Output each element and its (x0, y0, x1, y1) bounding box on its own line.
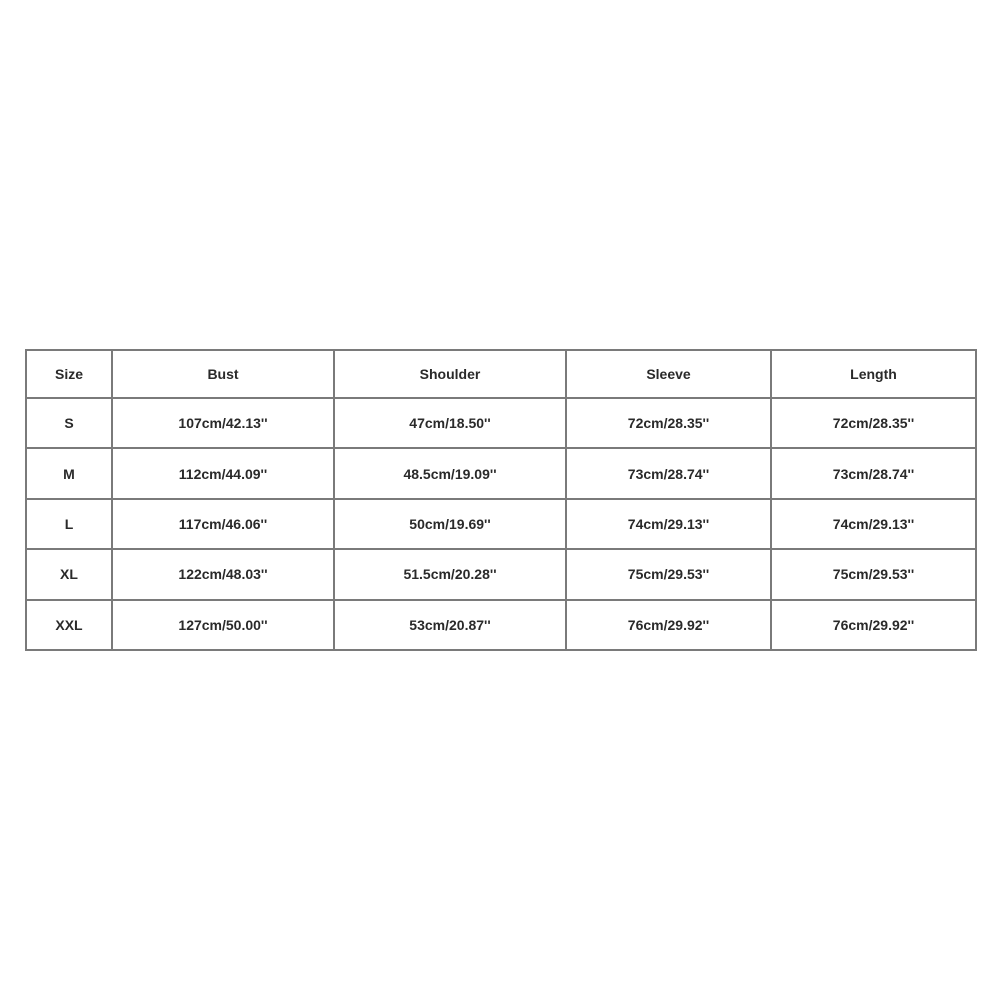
cell-length: 72cm/28.35'' (771, 398, 976, 448)
header-length: Length (771, 350, 976, 398)
cell-size: XL (26, 549, 112, 599)
header-row (26, 350, 976, 398)
cell-length: 76cm/29.92'' (771, 600, 976, 650)
cell-sleeve: 76cm/29.92'' (566, 600, 771, 650)
cell-shoulder: 51.5cm/20.28'' (334, 549, 566, 599)
table-row (26, 398, 976, 448)
cell-sleeve: 75cm/29.53'' (566, 549, 771, 599)
cell-shoulder: 47cm/18.50'' (334, 398, 566, 448)
cell-sleeve: 73cm/28.74'' (566, 448, 771, 498)
cell-length: 74cm/29.13'' (771, 499, 976, 549)
table-row (26, 549, 976, 599)
cell-length: 75cm/29.53'' (771, 549, 976, 599)
size-chart-table (25, 349, 977, 651)
cell-bust: 122cm/48.03'' (112, 549, 334, 599)
cell-bust: 107cm/42.13'' (112, 398, 334, 448)
cell-bust: 127cm/50.00'' (112, 600, 334, 650)
cell-shoulder: 48.5cm/19.09'' (334, 448, 566, 498)
cell-size: XXL (26, 600, 112, 650)
header-sleeve: Sleeve (566, 350, 771, 398)
cell-sleeve: 74cm/29.13'' (566, 499, 771, 549)
table-row (26, 600, 976, 650)
header-bust: Bust (112, 350, 334, 398)
cell-sleeve: 72cm/28.35'' (566, 398, 771, 448)
cell-shoulder: 50cm/19.69'' (334, 499, 566, 549)
header-shoulder: Shoulder (334, 350, 566, 398)
cell-size: M (26, 448, 112, 498)
cell-bust: 112cm/44.09'' (112, 448, 334, 498)
table-row (26, 448, 976, 498)
cell-bust: 117cm/46.06'' (112, 499, 334, 549)
cell-size: S (26, 398, 112, 448)
table-row (26, 499, 976, 549)
header-size: Size (26, 350, 112, 398)
cell-size: L (26, 499, 112, 549)
cell-length: 73cm/28.74'' (771, 448, 976, 498)
cell-shoulder: 53cm/20.87'' (334, 600, 566, 650)
